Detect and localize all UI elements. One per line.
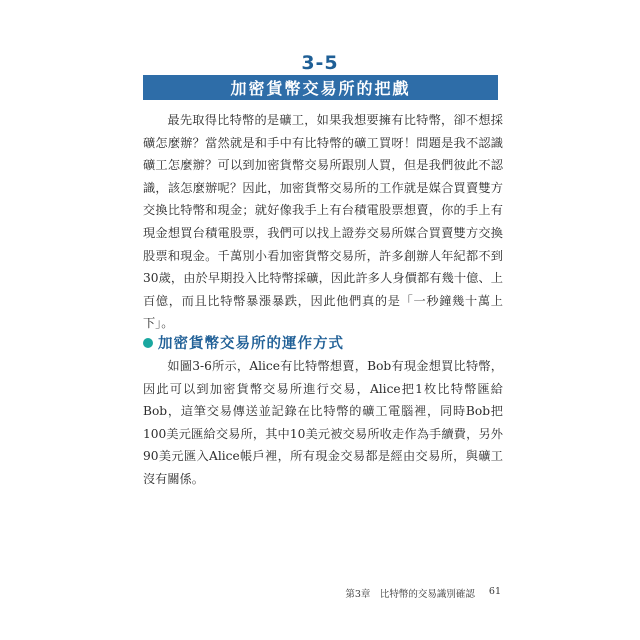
- section-title-bar: [143, 75, 498, 100]
- section-number: 3-5: [301, 52, 339, 74]
- subheading-text: 加密貨幣交易所的運作方式: [158, 336, 344, 352]
- footer-chapter: 第3章 比特幣的交易識別確認: [345, 589, 475, 600]
- page-number: 61: [488, 586, 501, 597]
- page-footer: [345, 586, 501, 600]
- body-paragraph-2: 如圖3-6所示，Alice有比特幣想賣，Bob有現金想買比特幣，因此可以到加密貨幣交易所進行交易，Alice把1枚比特幣匯給Bob，這筆交易傳送並記錄在比特幣的礦工電腦裡，同時Bob把100美元匯給交易所，其中10美元被交易所收走作為手續費，另外90美元匯入Alice帳戶裡，所有現金交易都是經由交易所，與礦工沒有關係。: [143, 359, 503, 486]
- subheading: [143, 332, 344, 353]
- body-paragraph-1: 最先取得比特幣的是礦工，如果我想要擁有比特幣，卻不想採礦怎麼辦？當然就是和手中有比特幣的礦工買呀！問題是我不認識礦工怎麼辦？可以到加密貨幣交易所跟別人買，但是我們彼此不認識，該怎麼辦呢？因此，加密貨幣交易所的工作就是媒合買賣雙方交換比特幣和現金；就好像我手上有台積電股票想賣，你的手上有現金想買台積電股票，我們可以找上證券交易所媒合買賣雙方交換股票和現金。千萬別小看加密貨幣交易所，許多創辦人年紀都不到30歲，由於早期投入比特幣採礦，因此許多人身價都有幾十億、上百億，而且比特幣暴漲暴跌，因此他們真的是「一秒鐘幾十萬上下」。: [143, 113, 503, 331]
- section-title: 加密貨幣交易所的把戲: [230, 79, 411, 98]
- bullet-dot-icon: [143, 338, 153, 348]
